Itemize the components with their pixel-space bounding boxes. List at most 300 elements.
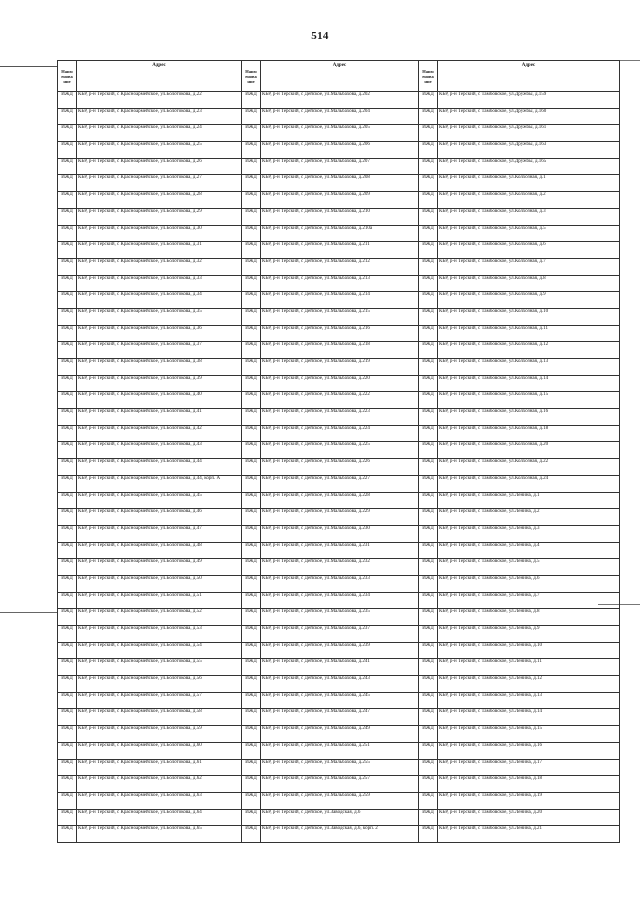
address-cell: КБР, р-н Терский, с Красноармейское, ул.Болотокова, д.61 bbox=[77, 759, 242, 776]
object-type-cell: ИЖД bbox=[419, 258, 438, 275]
object-type-cell: ИЖД bbox=[58, 642, 77, 659]
address-cell: КБР, р-н Терский, с Красноармейское, ул.Болотокова, д.54 bbox=[77, 642, 242, 659]
table-row bbox=[58, 809, 620, 826]
object-type-cell: ИЖД bbox=[242, 442, 261, 459]
address-cell: КБР, р-н Терский, с Дейское, ул.Мальбахова, д.231 bbox=[261, 542, 419, 559]
address-cell: КБР, р-н Терский, с Красноармейское, ул.Болотокова, д.29 bbox=[77, 208, 242, 225]
address-cell: КБР, р-н Терский, с Тамбовское, ул.Колхозная, д.7 bbox=[438, 258, 620, 275]
address-cell: КБР, р-н Терский, с Красноармейское, ул.Болотокова, д.22 bbox=[77, 92, 242, 109]
object-type-cell: ИЖД bbox=[242, 425, 261, 442]
table-row bbox=[58, 626, 620, 643]
address-cell: КБР, р-н Терский, с Дейское, ул.Мальбахова, д.209 bbox=[261, 192, 419, 209]
object-type-cell: ИЖД bbox=[419, 809, 438, 826]
object-type-cell: ИЖД bbox=[419, 175, 438, 192]
table-row bbox=[58, 258, 620, 275]
address-cell: КБР, р-н Терский, с Тамбовское, ул.Дружбы, д.163 bbox=[438, 142, 620, 159]
address-cell: КБР, р-н Терский, с Тамбовское, ул.Колхозная, д.1 bbox=[438, 175, 620, 192]
object-type-cell: ИЖД bbox=[242, 709, 261, 726]
table-row bbox=[58, 442, 620, 459]
table-row bbox=[58, 242, 620, 259]
table-row bbox=[58, 425, 620, 442]
header-type-2: Наим енова ние bbox=[242, 61, 261, 92]
header-type-1: Наим енова ние bbox=[58, 61, 77, 92]
object-type-cell: ИЖД bbox=[419, 676, 438, 693]
object-type-cell: ИЖД bbox=[58, 325, 77, 342]
object-type-cell: ИЖД bbox=[242, 692, 261, 709]
object-type-cell: ИЖД bbox=[242, 509, 261, 526]
object-type-cell: ИЖД bbox=[242, 125, 261, 142]
object-type-cell: ИЖД bbox=[242, 92, 261, 109]
object-type-cell: ИЖД bbox=[419, 108, 438, 125]
address-cell: КБР, р-н Терский, с Красноармейское, ул.Болотокова, д.65 bbox=[77, 826, 242, 843]
table-row bbox=[58, 92, 620, 109]
address-cell: КБР, р-н Терский, с Красноармейское, ул.Болотокова, д.48 bbox=[77, 542, 242, 559]
object-type-cell: ИЖД bbox=[242, 308, 261, 325]
address-cell: КБР, р-н Терский, с Тамбовское, ул.Дружбы, д.159 bbox=[438, 92, 620, 109]
object-type-cell: ИЖД bbox=[58, 826, 77, 843]
object-type-cell: ИЖД bbox=[58, 575, 77, 592]
address-cell: КБР, р-н Терский, с Красноармейское, ул.Болотокова, д.45 bbox=[77, 492, 242, 509]
address-cell: КБР, р-н Терский, с Красноармейское, ул.Болотокова, д.41 bbox=[77, 409, 242, 426]
object-type-cell: ИЖД bbox=[242, 175, 261, 192]
object-type-cell: ИЖД bbox=[58, 509, 77, 526]
object-type-cell: ИЖД bbox=[242, 759, 261, 776]
object-type-cell: ИЖД bbox=[419, 142, 438, 159]
address-cell: КБР, р-н Терский, с Дейское, ул.Мальбахова, д.225 bbox=[261, 442, 419, 459]
object-type-cell: ИЖД bbox=[242, 559, 261, 576]
address-cell: КБР, р-н Терский, с Красноармейское, ул.Болотокова, д.43 bbox=[77, 442, 242, 459]
object-type-cell: ИЖД bbox=[419, 609, 438, 626]
address-cell: КБР, р-н Терский, с Дейское, ул.Мальбахова, д.204 bbox=[261, 108, 419, 125]
object-type-cell: ИЖД bbox=[419, 826, 438, 843]
object-type-cell: ИЖД bbox=[242, 742, 261, 759]
table-row bbox=[58, 175, 620, 192]
object-type-cell: ИЖД bbox=[58, 559, 77, 576]
table-row bbox=[58, 792, 620, 809]
object-type-cell: ИЖД bbox=[58, 175, 77, 192]
object-type-cell: ИЖД bbox=[419, 709, 438, 726]
address-cell: КБР, р-н Терский, с Красноармейское, ул.Болотокова, д.32 bbox=[77, 258, 242, 275]
address-cell: КБР, р-н Терский, с Красноармейское, ул.Болотокова, д.26 bbox=[77, 158, 242, 175]
address-cell: КБР, р-н Терский, с Дейское, ул.Мальбахова, д.239 bbox=[261, 642, 419, 659]
address-cell: КБР, р-н Терский, с Тамбовское, ул.Ленина, д.3 bbox=[438, 525, 620, 542]
object-type-cell: ИЖД bbox=[419, 492, 438, 509]
table-row bbox=[58, 359, 620, 376]
object-type-cell: ИЖД bbox=[242, 242, 261, 259]
object-type-cell: ИЖД bbox=[419, 242, 438, 259]
address-cell: КБР, р-н Терский, с Дейское, ул.Мальбахова, д.251 bbox=[261, 742, 419, 759]
object-type-cell: ИЖД bbox=[58, 659, 77, 676]
object-type-cell: ИЖД bbox=[58, 809, 77, 826]
object-type-cell: ИЖД bbox=[58, 308, 77, 325]
table-row bbox=[58, 776, 620, 793]
object-type-cell: ИЖД bbox=[58, 242, 77, 259]
object-type-cell: ИЖД bbox=[58, 592, 77, 609]
address-cell: КБР, р-н Терский, с Красноармейское, ул.Болотокова, д.36 bbox=[77, 325, 242, 342]
address-cell: КБР, р-н Терский, с Тамбовское, ул.Колхозная, д.18 bbox=[438, 425, 620, 442]
object-type-cell: ИЖД bbox=[242, 776, 261, 793]
object-type-cell: ИЖД bbox=[58, 142, 77, 159]
address-cell: КБР, р-н Терский, с Дейское, ул.Мальбахова, д.255 bbox=[261, 759, 419, 776]
address-cell: КБР, р-н Терский, с Тамбовское, ул.Ленина, д.19 bbox=[438, 792, 620, 809]
object-type-cell: ИЖД bbox=[58, 409, 77, 426]
object-type-cell: ИЖД bbox=[419, 575, 438, 592]
address-cell: КБР, р-н Терский, с Красноармейское, ул.Болотокова, д.37 bbox=[77, 342, 242, 359]
address-cell: КБР, р-н Терский, с Тамбовское, ул.Ленина, д.5 bbox=[438, 559, 620, 576]
table-row bbox=[58, 275, 620, 292]
table-row bbox=[58, 759, 620, 776]
object-type-cell: ИЖД bbox=[242, 626, 261, 643]
address-cell: КБР, р-н Терский, с Дейское, ул.Мальбахова, д.232 bbox=[261, 559, 419, 576]
object-type-cell: ИЖД bbox=[58, 442, 77, 459]
object-type-cell: ИЖД bbox=[58, 292, 77, 309]
object-type-cell: ИЖД bbox=[58, 92, 77, 109]
object-type-cell: ИЖД bbox=[419, 592, 438, 609]
object-type-cell: ИЖД bbox=[419, 208, 438, 225]
object-type-cell: ИЖД bbox=[58, 158, 77, 175]
table-row bbox=[58, 192, 620, 209]
table-row bbox=[58, 542, 620, 559]
object-type-cell: ИЖД bbox=[419, 308, 438, 325]
table-row bbox=[58, 475, 620, 492]
address-cell: КБР, р-н Терский, с Красноармейское, ул.Болотокова, д.38 bbox=[77, 359, 242, 376]
address-cell: КБР, р-н Терский, с Тамбовское, ул.Колхозная, д.12 bbox=[438, 342, 620, 359]
object-type-cell: ИЖД bbox=[58, 258, 77, 275]
address-cell: КБР, р-н Терский, с Дейское, ул.Мальбахова, д.243 bbox=[261, 676, 419, 693]
table-row bbox=[58, 742, 620, 759]
object-type-cell: ИЖД bbox=[242, 392, 261, 409]
object-type-cell: ИЖД bbox=[242, 525, 261, 542]
address-cell: КБР, р-н Терский, с Дейское, ул.Мальбахова, д.241 bbox=[261, 659, 419, 676]
address-cell: КБР, р-н Терский, с Красноармейское, ул.Болотокова, д.53 bbox=[77, 626, 242, 643]
object-type-cell: ИЖД bbox=[419, 692, 438, 709]
object-type-cell: ИЖД bbox=[242, 575, 261, 592]
object-type-cell: ИЖД bbox=[419, 776, 438, 793]
address-cell: КБР, р-н Терский, с Тамбовское, ул.Колхозная, д.20 bbox=[438, 442, 620, 459]
address-cell: КБР, р-н Терский, с Тамбовское, ул.Колхозная, д.16 bbox=[438, 409, 620, 426]
address-cell: КБР, р-н Терский, с Дейское, ул.Мальбахова, д.259 bbox=[261, 792, 419, 809]
object-type-cell: ИЖД bbox=[58, 776, 77, 793]
object-type-cell: ИЖД bbox=[242, 609, 261, 626]
table-row bbox=[58, 158, 620, 175]
address-cell: КБР, р-н Терский, с Тамбовское, ул.Ленина, д.10 bbox=[438, 642, 620, 659]
address-cell: КБР, р-н Терский, с Тамбовское, ул.Ленина, д.12 bbox=[438, 676, 620, 693]
address-cell: КБР, р-н Терский, с Дейское, ул.Мальбахова, д.218 bbox=[261, 342, 419, 359]
object-type-cell: ИЖД bbox=[419, 392, 438, 409]
address-cell: КБР, р-н Терский, с Тамбовское, ул.Ленина, д.20 bbox=[438, 809, 620, 826]
object-type-cell: ИЖД bbox=[419, 626, 438, 643]
page-number: 514 bbox=[311, 30, 329, 42]
table-row bbox=[58, 609, 620, 626]
table-row bbox=[58, 692, 620, 709]
table-row bbox=[58, 459, 620, 476]
object-type-cell: ИЖД bbox=[242, 292, 261, 309]
object-type-cell: ИЖД bbox=[58, 208, 77, 225]
object-type-cell: ИЖД bbox=[242, 475, 261, 492]
object-type-cell: ИЖД bbox=[242, 642, 261, 659]
object-type-cell: ИЖД bbox=[419, 425, 438, 442]
object-type-cell: ИЖД bbox=[58, 692, 77, 709]
object-type-cell: ИЖД bbox=[58, 609, 77, 626]
table-row bbox=[58, 375, 620, 392]
object-type-cell: ИЖД bbox=[58, 108, 77, 125]
scan-artifact-line-top bbox=[0, 66, 58, 67]
object-type-cell: ИЖД bbox=[419, 225, 438, 242]
object-type-cell: ИЖД bbox=[58, 225, 77, 242]
object-type-cell: ИЖД bbox=[242, 375, 261, 392]
address-cell: КБР, р-н Терский, с Красноармейское, ул.Болотокова, д.58 bbox=[77, 709, 242, 726]
object-type-cell: ИЖД bbox=[58, 425, 77, 442]
address-cell: КБР, р-н Терский, с Красноармейское, ул.Болотокова, д.57 bbox=[77, 692, 242, 709]
address-cell: КБР, р-н Терский, с Дейское, ул.Мальбахова, д.228 bbox=[261, 492, 419, 509]
address-cell: КБР, р-н Терский, с Дейское, ул.Мальбахова, д.249 bbox=[261, 726, 419, 743]
object-type-cell: ИЖД bbox=[242, 108, 261, 125]
address-cell: КБР, р-н Терский, с Дейское, ул.Мальбахова, д.220 bbox=[261, 375, 419, 392]
address-cell: КБР, р-н Терский, с Тамбовское, ул.Колхозная, д.3 bbox=[438, 208, 620, 225]
object-type-cell: ИЖД bbox=[242, 142, 261, 159]
object-type-cell: ИЖД bbox=[58, 342, 77, 359]
address-cell: КБР, р-н Терский, с Красноармейское, ул.Болотокова, д.44 bbox=[77, 459, 242, 476]
address-cell: КБР, р-н Терский, с Дейское, ул.Заводская, д.6 bbox=[261, 809, 419, 826]
object-type-cell: ИЖД bbox=[58, 475, 77, 492]
header-address-2: Адрес bbox=[261, 61, 419, 92]
address-cell: КБР, р-н Терский, с Тамбовское, ул.Колхозная, д.9 bbox=[438, 292, 620, 309]
address-cell: КБР, р-н Терский, с Тамбовское, ул.Ленина, д.21 bbox=[438, 826, 620, 843]
address-cell: КБР, р-н Терский, с Дейское, ул.Мальбахова, д.206 bbox=[261, 142, 419, 159]
address-cell: КБР, р-н Терский, с Красноармейское, ул.Болотокова, д.47 bbox=[77, 525, 242, 542]
address-cell: КБР, р-н Терский, с Красноармейское, ул.Болотокова, д.49 bbox=[77, 559, 242, 576]
table-row bbox=[58, 676, 620, 693]
address-cell: КБР, р-н Терский, с Дейское, ул.Мальбахова, д.202 bbox=[261, 92, 419, 109]
address-cell: КБР, р-н Терский, с Тамбовское, ул.Ленина, д.6 bbox=[438, 575, 620, 592]
table-row bbox=[58, 392, 620, 409]
address-cell: КБР, р-н Терский, с Тамбовское, ул.Колхозная, д.22 bbox=[438, 459, 620, 476]
object-type-cell: ИЖД bbox=[242, 192, 261, 209]
address-cell: КБР, р-н Терский, с Тамбовское, ул.Ленина, д.18 bbox=[438, 776, 620, 793]
table-row bbox=[58, 575, 620, 592]
address-cell: КБР, р-н Терский, с Дейское, ул.Мальбахова, д.229 bbox=[261, 509, 419, 526]
table-row bbox=[58, 492, 620, 509]
object-type-cell: ИЖД bbox=[242, 726, 261, 743]
table-row bbox=[58, 125, 620, 142]
address-cell: КБР, р-н Терский, с Тамбовское, ул.Колхозная, д.5 bbox=[438, 225, 620, 242]
object-type-cell: ИЖД bbox=[419, 275, 438, 292]
address-cell: КБР, р-н Терский, с Дейское, ул.Мальбахова, д.223 bbox=[261, 409, 419, 426]
address-cell: КБР, р-н Терский, с Дейское, ул.Мальбахова, д.215 bbox=[261, 308, 419, 325]
object-type-cell: ИЖД bbox=[419, 759, 438, 776]
address-cell: КБР, р-н Терский, с Красноармейское, ул.Болотокова, д.28 bbox=[77, 192, 242, 209]
object-type-cell: ИЖД bbox=[58, 125, 77, 142]
address-cell: КБР, р-н Терский, с Красноармейское, ул.Болотокова, д.50 bbox=[77, 575, 242, 592]
address-cell: КБР, р-н Терский, с Красноармейское, ул.Болотокова, д.34 bbox=[77, 292, 242, 309]
object-type-cell: ИЖД bbox=[58, 492, 77, 509]
object-type-cell: ИЖД bbox=[58, 525, 77, 542]
address-cell: КБР, р-н Терский, с Тамбовское, ул.Колхозная, д.14 bbox=[438, 375, 620, 392]
address-cell: КБР, р-н Терский, с Тамбовское, ул.Ленина, д.16 bbox=[438, 742, 620, 759]
address-cell: КБР, р-н Терский, с Дейское, ул.Мальбахова, д.219 bbox=[261, 359, 419, 376]
address-cell: КБР, р-н Терский, с Дейское, ул.Мальбахова, д.237 bbox=[261, 626, 419, 643]
object-type-cell: ИЖД bbox=[58, 392, 77, 409]
address-cell: КБР, р-н Терский, с Дейское, ул.Мальбахова, д.210 bbox=[261, 208, 419, 225]
address-cell: КБР, р-н Терский, с Дейское, ул.Мальбахова, д.233 bbox=[261, 575, 419, 592]
address-cell: КБР, р-н Терский, с Дейское, ул.Мальбахова, д.207 bbox=[261, 158, 419, 175]
address-cell: КБР, р-н Терский, с Дейское, ул.Мальбахова, д.211 bbox=[261, 242, 419, 259]
object-type-cell: ИЖД bbox=[58, 375, 77, 392]
object-type-cell: ИЖД bbox=[58, 726, 77, 743]
address-cell: КБР, р-н Терский, с Красноармейское, ул.Болотокова, д.51 bbox=[77, 592, 242, 609]
address-cell: КБР, р-н Терский, с Красноармейское, ул.Болотокова, д.46 bbox=[77, 509, 242, 526]
address-cell: КБР, р-н Терский, с Дейское, ул.Мальбахова, д.208 bbox=[261, 175, 419, 192]
table-row bbox=[58, 225, 620, 242]
table-row bbox=[58, 525, 620, 542]
address-cell: КБР, р-н Терский, с Тамбовское, ул.Колхозная, д.24 bbox=[438, 475, 620, 492]
object-type-cell: ИЖД bbox=[242, 459, 261, 476]
object-type-cell: ИЖД bbox=[58, 359, 77, 376]
object-type-cell: ИЖД bbox=[58, 542, 77, 559]
object-type-cell: ИЖД bbox=[419, 659, 438, 676]
table-row bbox=[58, 642, 620, 659]
object-type-cell: ИЖД bbox=[242, 208, 261, 225]
address-cell: КБР, р-н Терский, с Красноармейское, ул.Болотокова, д.30 bbox=[77, 225, 242, 242]
address-cell: КБР, р-н Терский, с Тамбовское, ул.Ленина, д.11 bbox=[438, 659, 620, 676]
object-type-cell: ИЖД bbox=[242, 258, 261, 275]
table-row bbox=[58, 142, 620, 159]
address-cell: КБР, р-н Терский, с Дейское, ул.Мальбахова, д.245 bbox=[261, 692, 419, 709]
address-cell: КБР, р-н Терский, с Дейское, ул.Мальбахова, д.257 bbox=[261, 776, 419, 793]
object-type-cell: ИЖД bbox=[242, 158, 261, 175]
header-type-3: Наим енова ние bbox=[419, 61, 438, 92]
table-row bbox=[58, 659, 620, 676]
table-header-row bbox=[58, 61, 620, 92]
object-type-cell: ИЖД bbox=[419, 509, 438, 526]
address-cell: КБР, р-н Терский, с Красноармейское, ул.Болотокова, д.27 bbox=[77, 175, 242, 192]
address-cell: КБР, р-н Терский, с Тамбовское, ул.Ленина, д.9 bbox=[438, 626, 620, 643]
address-cell: КБР, р-н Терский, с Красноармейское, ул.Болотокова, д.62 bbox=[77, 776, 242, 793]
object-type-cell: ИЖД bbox=[419, 459, 438, 476]
address-cell: КБР, р-н Терский, с Дейское, ул.Мальбахова, д.227 bbox=[261, 475, 419, 492]
address-cell: КБР, р-н Терский, с Дейское, ул.Мальбахова, д.212 bbox=[261, 258, 419, 275]
address-cell: КБР, р-н Терский, с Красноармейское, ул.Болотокова, д.52 bbox=[77, 609, 242, 626]
object-type-cell: ИЖД bbox=[242, 676, 261, 693]
object-type-cell: ИЖД bbox=[419, 742, 438, 759]
object-type-cell: ИЖД bbox=[419, 292, 438, 309]
address-cell: КБР, р-н Терский, с Дейское, ул.Мальбахова, д.230 bbox=[261, 525, 419, 542]
address-cell: КБР, р-н Терский, с Тамбовское, ул.Колхозная, д.6 bbox=[438, 242, 620, 259]
address-cell: КБР, р-н Терский, с Красноармейское, ул.Болотокова, д.60 bbox=[77, 742, 242, 759]
table-row bbox=[58, 308, 620, 325]
object-type-cell: ИЖД bbox=[419, 375, 438, 392]
address-cell: КБР, р-н Терский, с Красноармейское, ул.Болотокова, д.31 bbox=[77, 242, 242, 259]
address-cell: КБР, р-н Терский, с Дейское, ул.Мальбахова, д.226 bbox=[261, 459, 419, 476]
object-type-cell: ИЖД bbox=[419, 792, 438, 809]
address-cell: КБР, р-н Терский, с Тамбовское, ул.Ленина, д.15 bbox=[438, 726, 620, 743]
address-cell: КБР, р-н Терский, с Дейское, ул.Мальбахова, д.214 bbox=[261, 292, 419, 309]
address-cell: КБР, р-н Терский, с Тамбовское, ул.Ленина, д.2 bbox=[438, 509, 620, 526]
address-cell: КБР, р-н Терский, с Тамбовское, ул.Колхозная, д.11 bbox=[438, 325, 620, 342]
object-type-cell: ИЖД bbox=[242, 592, 261, 609]
address-cell: КБР, р-н Терский, с Тамбовское, ул.Колхозная, д.10 bbox=[438, 308, 620, 325]
object-type-cell: ИЖД bbox=[242, 826, 261, 843]
address-cell: КБР, р-н Терский, с Красноармейское, ул.Болотокова, д.55 bbox=[77, 659, 242, 676]
address-table bbox=[57, 60, 620, 843]
object-type-cell: ИЖД bbox=[419, 359, 438, 376]
object-type-cell: ИЖД bbox=[419, 475, 438, 492]
object-type-cell: ИЖД bbox=[419, 158, 438, 175]
address-cell: КБР, р-н Терский, с Дейское, ул.Мальбахова, д.216 bbox=[261, 325, 419, 342]
address-cell: КБР, р-н Терский, с Тамбовское, ул.Ленина, д.14 bbox=[438, 709, 620, 726]
object-type-cell: ИЖД bbox=[419, 642, 438, 659]
header-address-1: Адрес bbox=[77, 61, 242, 92]
address-cell: КБР, р-н Терский, с Тамбовское, ул.Дружбы, д.161 bbox=[438, 125, 620, 142]
address-cell: КБР, р-н Терский, с Красноармейское, ул.Болотокова, д.24 bbox=[77, 125, 242, 142]
object-type-cell: ИЖД bbox=[58, 792, 77, 809]
address-cell: КБР, р-н Терский, с Дейское, ул.Мальбахова, д.213 bbox=[261, 275, 419, 292]
object-type-cell: ИЖД bbox=[242, 492, 261, 509]
object-type-cell: ИЖД bbox=[242, 542, 261, 559]
table-row bbox=[58, 726, 620, 743]
object-type-cell: ИЖД bbox=[58, 759, 77, 776]
address-cell: КБР, р-н Терский, с Дейское, ул.Мальбахова, д.234 bbox=[261, 592, 419, 609]
object-type-cell: ИЖД bbox=[58, 192, 77, 209]
object-type-cell: ИЖД bbox=[58, 459, 77, 476]
address-cell: КБР, р-н Терский, с Тамбовское, ул.Дружбы, д.165 bbox=[438, 158, 620, 175]
address-cell: КБР, р-н Терский, с Красноармейское, ул.Болотокова, д.39 bbox=[77, 375, 242, 392]
table-row bbox=[58, 108, 620, 125]
address-cell: КБР, р-н Терский, с Тамбовское, ул.Дружбы, д.160 bbox=[438, 108, 620, 125]
scan-artifact-line-mid-left bbox=[0, 612, 58, 613]
table-row bbox=[58, 559, 620, 576]
table-row bbox=[58, 592, 620, 609]
table-row bbox=[58, 826, 620, 843]
address-cell: КБР, р-н Терский, с Красноармейское, ул.Болотокова, д.63 bbox=[77, 792, 242, 809]
table-row bbox=[58, 342, 620, 359]
address-cell: КБР, р-н Терский, с Тамбовское, ул.Колхозная, д.2 bbox=[438, 192, 620, 209]
object-type-cell: ИЖД bbox=[419, 342, 438, 359]
address-cell: КБР, р-н Терский, с Красноармейское, ул.Болотокова, д.23 bbox=[77, 108, 242, 125]
address-cell: КБР, р-н Терский, с Дейское, ул.Мальбахова, д.224 bbox=[261, 425, 419, 442]
object-type-cell: ИЖД bbox=[242, 275, 261, 292]
object-type-cell: ИЖД bbox=[419, 442, 438, 459]
address-cell: КБР, р-н Терский, с Красноармейское, ул.Болотокова, д.64 bbox=[77, 809, 242, 826]
address-cell: КБР, р-н Терский, с Тамбовское, ул.Ленина, д.8 bbox=[438, 609, 620, 626]
object-type-cell: ИЖД bbox=[242, 225, 261, 242]
object-type-cell: ИЖД bbox=[419, 192, 438, 209]
address-cell: КБР, р-н Терский, с Красноармейское, ул.Болотокова, д.56 bbox=[77, 676, 242, 693]
table-row bbox=[58, 709, 620, 726]
object-type-cell: ИЖД bbox=[242, 809, 261, 826]
address-cell: КБР, р-н Терский, с Дейское, ул.Мальбахова, д.210а bbox=[261, 225, 419, 242]
address-cell: КБР, р-н Терский, с Дейское, ул.Мальбахова, д.247 bbox=[261, 709, 419, 726]
object-type-cell: ИЖД bbox=[58, 275, 77, 292]
object-type-cell: ИЖД bbox=[419, 525, 438, 542]
address-cell: КБР, р-н Терский, с Дейское, ул.Заводская, д.6, корп. 2 bbox=[261, 826, 419, 843]
object-type-cell: ИЖД bbox=[242, 409, 261, 426]
table-row bbox=[58, 409, 620, 426]
table-row bbox=[58, 292, 620, 309]
object-type-cell: ИЖД bbox=[242, 659, 261, 676]
address-cell: КБР, р-н Терский, с Красноармейское, ул.Болотокова, д.44, корп. А bbox=[77, 475, 242, 492]
address-cell: КБР, р-н Терский, с Красноармейское, ул.Болотокова, д.35 bbox=[77, 308, 242, 325]
object-type-cell: ИЖД bbox=[419, 325, 438, 342]
address-cell: КБР, р-н Терский, с Тамбовское, ул.Ленина, д.4 bbox=[438, 542, 620, 559]
address-cell: КБР, р-н Терский, с Дейское, ул.Мальбахова, д.222 bbox=[261, 392, 419, 409]
table-row bbox=[58, 325, 620, 342]
address-cell: КБР, р-н Терский, с Красноармейское, ул.Болотокова, д.33 bbox=[77, 275, 242, 292]
object-type-cell: ИЖД bbox=[419, 409, 438, 426]
address-cell: КБР, р-н Терский, с Тамбовское, ул.Колхозная, д.8 bbox=[438, 275, 620, 292]
address-cell: КБР, р-н Терский, с Тамбовское, ул.Ленина, д.17 bbox=[438, 759, 620, 776]
address-cell: КБР, р-н Терский, с Тамбовское, ул.Колхозная, д.13 bbox=[438, 359, 620, 376]
